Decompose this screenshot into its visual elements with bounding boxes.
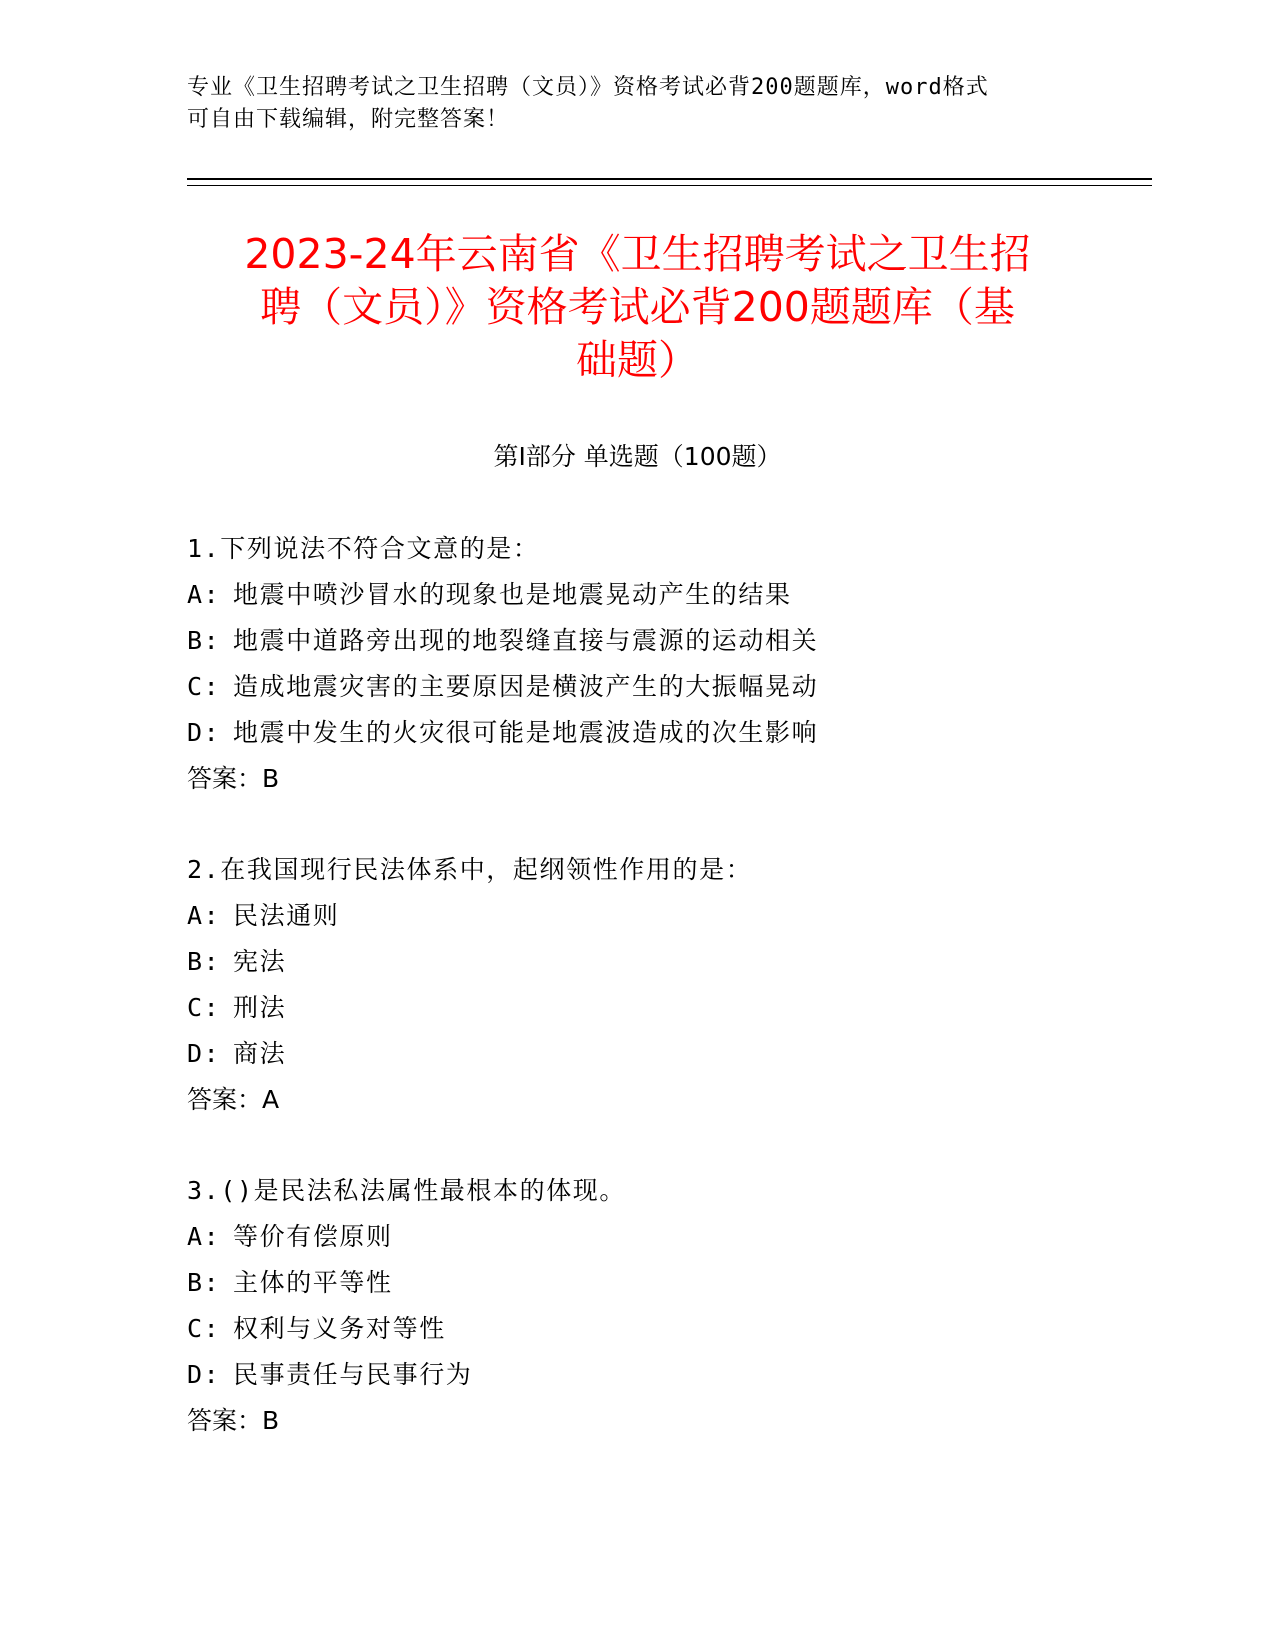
option-text: 民法通则 (233, 901, 340, 930)
section-heading: 第Ⅰ部分 单选题（100题） (493, 442, 782, 471)
option-letter: C: (187, 1314, 221, 1343)
option-letter: D: (187, 1039, 221, 1068)
answer-line: 答案：B (187, 764, 280, 793)
option-text: 权利与义务对等性 (233, 1314, 446, 1343)
option-text: 地震中喷沙冒水的现象也是地震晃动产生的结果 (233, 580, 792, 609)
option-letter: A: (187, 901, 221, 930)
question-3 (187, 1168, 1127, 1444)
title-line-3: 础题） (576, 336, 699, 384)
option-text: 地震中发生的火灾很可能是地震波造成的次生影响 (233, 718, 819, 747)
option-text: 造成地震灾害的主要原因是横波产生的大振幅晃动 (233, 672, 819, 701)
document-title (190, 228, 1085, 387)
option-letter: C: (187, 993, 221, 1022)
option-letter: D: (187, 1360, 221, 1389)
header-rule-thick (187, 178, 1152, 180)
option-letter: A: (187, 580, 221, 609)
answer-line: 答案：A (187, 1085, 280, 1114)
option-letter: B: (187, 947, 221, 976)
intro-line-2: 可自由下载编辑，附完整答案！ (187, 107, 510, 132)
option-text: 主体的平等性 (233, 1268, 393, 1297)
option-d (187, 710, 1127, 756)
option-text: 等价有偿原则 (233, 1222, 393, 1251)
option-letter: B: (187, 626, 221, 655)
option-a (187, 893, 1127, 939)
option-text: 商法 (233, 1039, 287, 1068)
title-line-2: 聘（文员）》资格考试必背200题题库（基 (260, 283, 1015, 331)
header-rule-thin (187, 185, 1152, 186)
option-letter: C: (187, 672, 221, 701)
option-text: 地震中道路旁出现的地裂缝直接与震源的运动相关 (233, 626, 819, 655)
option-a (187, 572, 1127, 618)
answer-line: 答案：B (187, 1406, 280, 1435)
question-2 (187, 847, 1127, 1123)
option-c (187, 664, 1127, 710)
option-text: 刑法 (233, 993, 287, 1022)
option-c (187, 1306, 1127, 1352)
option-b (187, 618, 1127, 664)
title-line-1: 2023-24年云南省《卫生招聘考试之卫生招 (244, 230, 1031, 278)
option-text: 宪法 (233, 947, 287, 976)
option-c (187, 985, 1127, 1031)
option-d (187, 1031, 1127, 1077)
option-b (187, 939, 1127, 985)
option-letter: A: (187, 1222, 221, 1251)
option-a (187, 1214, 1127, 1260)
option-letter: B: (187, 1268, 221, 1297)
question-1 (187, 526, 1127, 802)
option-d (187, 1352, 1127, 1398)
question-stem: 2.在我国现行民法体系中，起纲领性作用的是： (187, 855, 753, 884)
intro-text (187, 72, 1067, 136)
option-text: 民事责任与民事行为 (233, 1360, 473, 1389)
option-letter: D: (187, 718, 221, 747)
question-stem: 1.下列说法不符合文意的是： (187, 534, 540, 563)
option-b (187, 1260, 1127, 1306)
question-stem: 3.()是民法私法属性最根本的体现。 (187, 1176, 627, 1205)
intro-line-1: 专业《卫生招聘考试之卫生招聘（文员）》资格考试必背200题题库，word格式 (187, 75, 989, 100)
question-list (187, 526, 1127, 1444)
